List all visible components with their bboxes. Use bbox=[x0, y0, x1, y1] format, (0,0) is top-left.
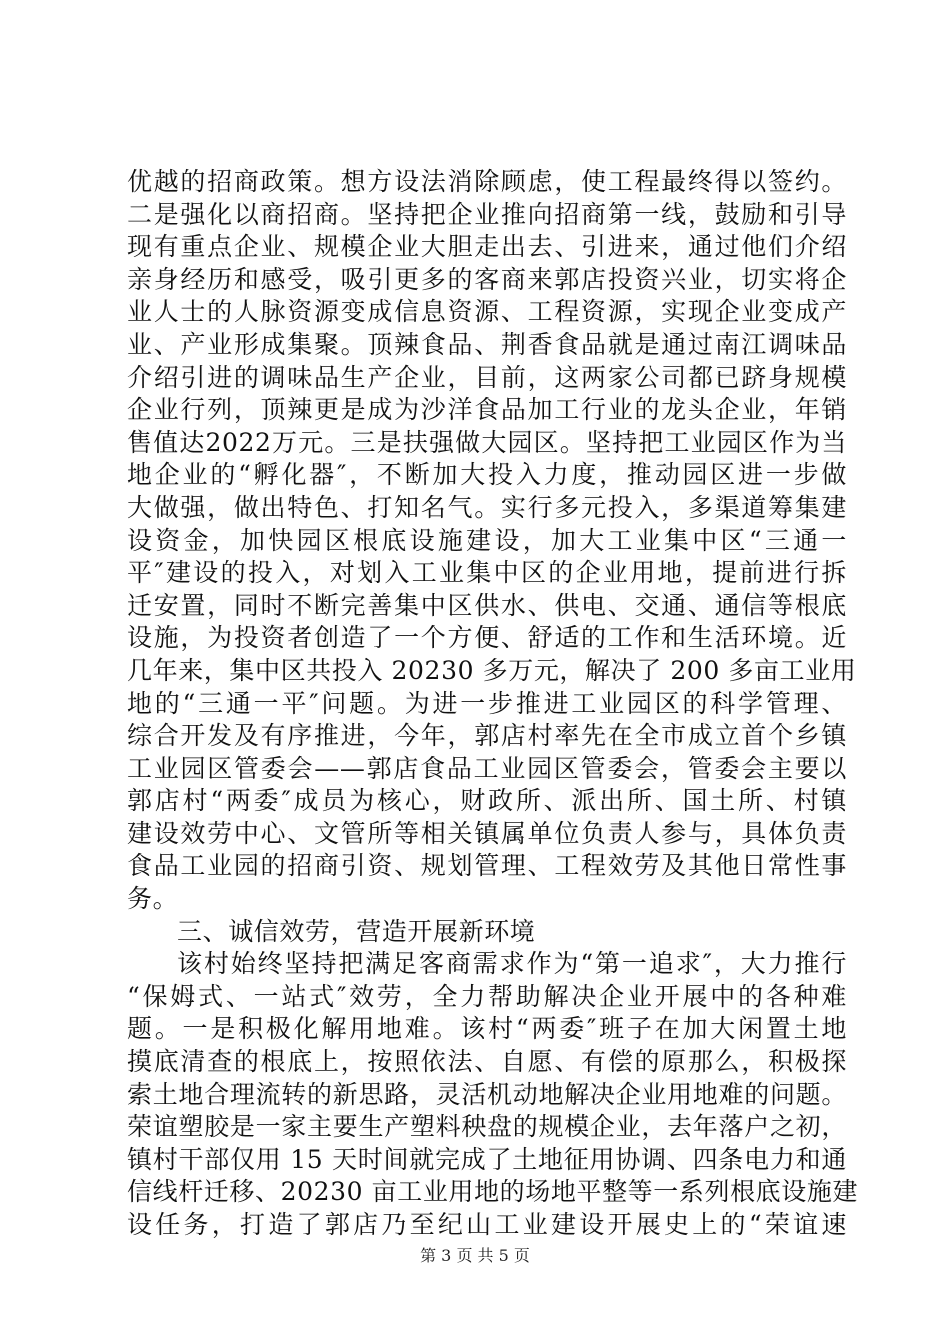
text-line: “保姆式、一站式″效劳，全力帮助解决企业开展中的各种难 bbox=[127, 981, 847, 1011]
text-line: 荣谊塑胶是一家主要生产塑料秧盘的规模企业，去年落户之初， bbox=[127, 1112, 847, 1142]
body-text bbox=[127, 166, 859, 1242]
text-line: 设施，为投资者创造了一个方便、舒适的工作和生活环境。近 bbox=[127, 623, 847, 653]
text-line: 该村始终坚持把满足客商需求作为“第一追求″，大力推行 bbox=[177, 949, 847, 979]
text-line: 镇村干部仅用 15 天时间就完成了土地征用协调、四条电力和通 bbox=[127, 1144, 847, 1174]
text-line: 二是强化以商招商。坚持把企业推向招商第一线，鼓励和引导 bbox=[127, 199, 847, 229]
text-line: 郭店村“两委″成员为核心，财政所、派出所、国土所、村镇 bbox=[127, 786, 847, 816]
text-line: 设任务，打造了郭店乃至纪山工业建设开展史上的“荣谊速 bbox=[127, 1210, 847, 1239]
text-line: 企业行列，顶辣更是成为沙洋食品加工行业的龙头企业，年销 bbox=[127, 395, 847, 425]
text-line: 亲身经历和感受，吸引更多的客商来郭店投资兴业，切实将企 bbox=[127, 264, 847, 294]
text-line: 迁安置，同时不断完善集中区供水、供电、交通、通信等根底 bbox=[127, 590, 847, 620]
text-line: 建设效劳中心、文管所等相关镇属单位负责人参与，具体负责 bbox=[127, 818, 847, 848]
text-line: 售值达2022万元。三是扶强做大园区。坚持把工业园区作为当 bbox=[127, 427, 847, 457]
text-line: 索土地合理流转的新思路，灵活机动地解决企业用地难的问题。 bbox=[127, 1079, 847, 1109]
text-line: 优越的招商政策。想方设法消除顾虑，使工程最终得以签约。 bbox=[127, 167, 847, 196]
section-heading: 三、诚信效劳，营造开展新环境 bbox=[177, 916, 536, 946]
text-line: 食品工业园的招商引资、规划管理、工程效劳及其他日常性事 bbox=[127, 851, 847, 881]
text-line: 介绍引进的调味品生产企业，目前，这两家公司都已跻身规模 bbox=[127, 362, 847, 392]
text-line: 信线杆迁移、20230 亩工业用地的场地平整等一系列根底设施建 bbox=[127, 1177, 859, 1207]
text-line: 业、产业形成集聚。顶辣食品、荆香食品就是通过南江调味品 bbox=[127, 329, 847, 359]
page-number-footer: 第 3 页 共 5 页 bbox=[420, 1246, 530, 1265]
text-line: 题。一是积极化解用地难。该村“两委″班子在加大闲置土地 bbox=[127, 1014, 847, 1044]
text-line: 地企业的“孵化器″，不断加大投入力度，推动园区进一步做 bbox=[127, 460, 847, 490]
text-line: 大做强，做出特色、打知名气。实行多元投入，多渠道筹集建 bbox=[127, 492, 847, 522]
text-line: 工业园区管委会——郭店食品工业园区管委会，管委会主要以 bbox=[127, 753, 847, 783]
text-line: 地的“三通一平″问题。为进一步推进工业园区的科学管理、 bbox=[127, 688, 847, 718]
text-line: 现有重点企业、规模企业大胆走出去、引进来，通过他们介绍 bbox=[127, 232, 847, 262]
text-line: 务。 bbox=[127, 884, 179, 914]
text-line: 设资金，加快园区根底设施建设，加大工业集中区“三通一 bbox=[127, 525, 847, 555]
text-line: 几年来，集中区共投入 20230 多万元，解决了 200 多亩工业用 bbox=[127, 655, 857, 685]
text-line: 摸底清查的根底上，按照依法、自愿、有偿的原那么，积极探 bbox=[127, 1047, 847, 1077]
text-line: 业人士的人脉资源变成信息资源、工程资源，实现企业变成产 bbox=[127, 297, 847, 327]
text-line: 平″建设的投入，对划入工业集中区的企业用地，提前进行拆 bbox=[127, 558, 847, 588]
text-line: 综合开发及有序推进，今年，郭店村率先在全市成立首个乡镇 bbox=[127, 721, 847, 751]
